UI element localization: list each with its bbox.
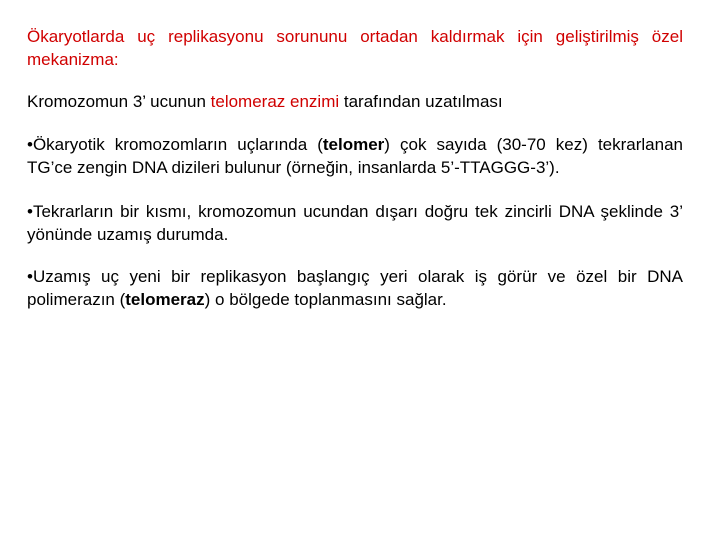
slide-content [27, 25, 683, 311]
slide-heading: Ökaryotlarda uç replikasyonu sorununu ortadan kaldırmak için geliştirilmiş özel mekanizma: [27, 27, 683, 69]
intro-text-before: Kromozomun 3’ ucunun [27, 92, 211, 111]
bullet-overhang: •Tekrarların bir kısmı, kromozomun ucundan dışarı doğru tek zincirli DNA şeklinde 3’ yönünde uzamış durumda. [27, 202, 683, 244]
telomerase-highlight: telomeraz enzimi [210, 92, 340, 111]
bullet-telomer [27, 133, 683, 179]
bullet-telomerase-after: ) o bölgede toplanmasını sağlar. [204, 290, 447, 309]
bullet-telomerase [27, 265, 683, 311]
bullet-telomer-before: •Ökaryotik kromozomların uçlarında ( [27, 135, 323, 154]
bullet-telomer-after: ) çok sayıda (30-70 kez) tekrarlanan TG’ce zengin DNA dizileri bulunur (örneğin, insanlarda 5’-TTAGGG-3’). [27, 135, 683, 177]
bullet-telomerase-bold: telomeraz [125, 290, 205, 309]
intro-text-after: tarafından uzatılması [339, 92, 503, 111]
bullet-telomerase-before: •Uzamış uç yeni bir replikasyon başlangıç yeri olarak iş görür ve özel bir DNA polimerazın ( [27, 267, 683, 309]
intro-paragraph [27, 90, 683, 113]
bullet-telomer-bold: telomer [322, 135, 385, 154]
